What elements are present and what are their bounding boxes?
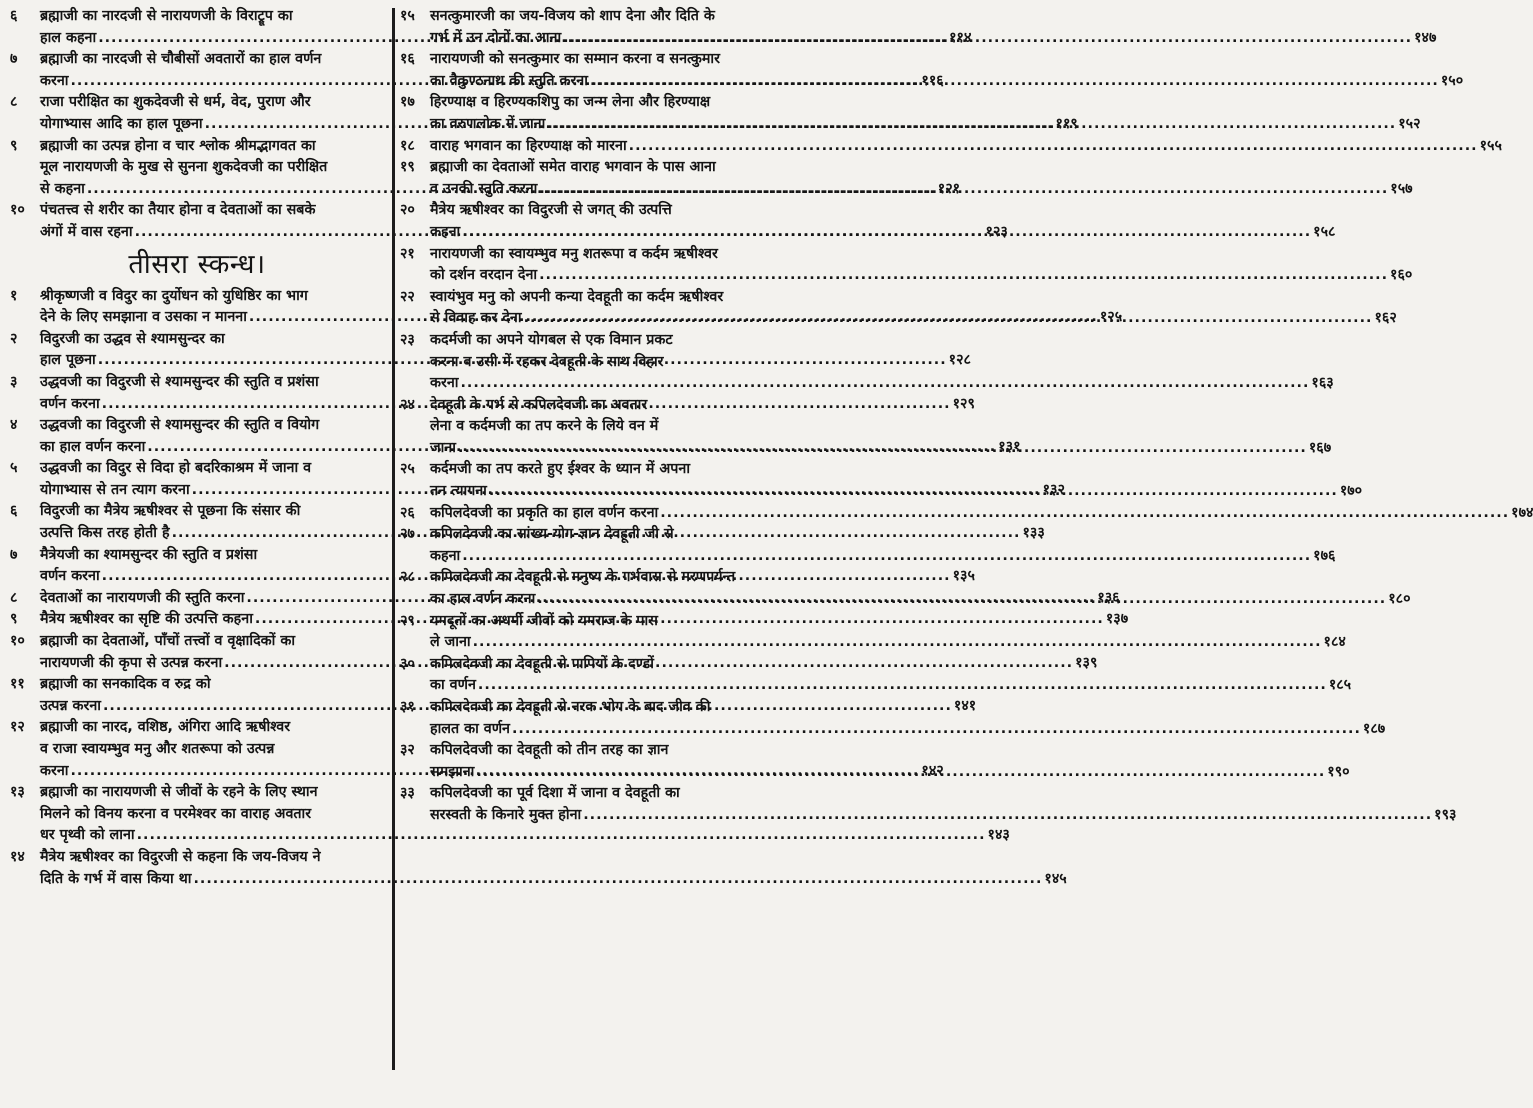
entry-number: ५ xyxy=(10,460,18,477)
page-number: १८० xyxy=(1388,591,1411,608)
entry-line: कपिलदेवजी का देवहूती से नरक भोग के बाद जीव की xyxy=(430,699,711,715)
entry-line: यमदूतों का अधर्मी जीवों को यमराज के पास xyxy=(430,612,658,629)
entry-leader-line xyxy=(430,265,1412,287)
entry-line: राजा परीक्षित का शुकदेवजी से धर्म, वेद, पुराण और xyxy=(40,94,311,111)
entry-number: १० xyxy=(10,633,25,650)
entry-number: ७ xyxy=(10,546,18,563)
entry-line: ब्रह्माजी का नारद, वशिष्ठ, अंगिरा आदि ऋषीश्वर xyxy=(40,719,291,736)
entry-number: ६ xyxy=(10,503,18,520)
entry-body xyxy=(424,92,1421,135)
entry-lines xyxy=(430,49,1463,71)
dot-leader xyxy=(547,114,1396,136)
page-number: १४५ xyxy=(1044,870,1067,887)
entry-line: कपिलदेवजी का देवहूती से मनुष्य के गर्भवास से मरणपर्यन्त xyxy=(430,569,736,586)
entry-number: ३३ xyxy=(400,785,415,802)
entry-last-line: वाराह भगवान का हिरण्याक्ष को मारना xyxy=(430,137,627,154)
entry-number: २७ xyxy=(400,526,415,543)
page-number: ११४ xyxy=(949,29,972,46)
entry-body xyxy=(424,49,1463,92)
entry-body xyxy=(424,244,1412,287)
entry-body xyxy=(424,503,1533,525)
dot-leader xyxy=(473,632,1322,654)
entry-line: ब्रह्माजी का उत्पन्न होना व चार श्लोक श्रीमद्भागवत का xyxy=(40,137,316,154)
entry-last-line: का हाल वर्णन करना xyxy=(430,591,536,608)
entry-line: ब्रह्माजी का नारदजी से नारायणजी के विराट्रूप का xyxy=(40,8,293,24)
entry-lines xyxy=(430,654,1351,676)
entry-line: विदुरजी का मैत्रेय ऋषीश्वर से पूछना कि संसार की xyxy=(40,503,301,520)
entry-number: १३ xyxy=(10,784,25,801)
page-number: १३१ xyxy=(998,438,1021,455)
page-number: १३२ xyxy=(1042,481,1065,498)
entry-last-line: देने के लिए समझाना व उसका न मानना xyxy=(40,309,247,326)
entry-line: उद्धवजी का विदुर से विदा हो बदरिकाश्रम में जाना व xyxy=(40,460,312,477)
entry-body xyxy=(424,654,1351,697)
entry-last-line: अंगों में वास रहना xyxy=(40,223,133,240)
entry-number: २० xyxy=(400,202,415,219)
entry-leader-line xyxy=(430,719,1385,741)
entry-last-line: हाल कहना xyxy=(40,29,97,46)
entry-line: ब्रह्माजी का देवताओं समेत वाराह भगवान के पास आना xyxy=(430,159,716,176)
page-number: १५८ xyxy=(1313,223,1336,240)
entry-number: ३१ xyxy=(400,699,415,715)
entry-last-line: देवताओं का नारायणजी की स्तुति करना xyxy=(40,589,245,606)
dot-leader xyxy=(478,675,1327,697)
dot-leader xyxy=(137,825,986,847)
page-number: १३६ xyxy=(1097,589,1120,606)
page-number: १२१ xyxy=(937,180,961,197)
page-number: १३९ xyxy=(1075,654,1098,671)
entry-number: ८ xyxy=(10,94,18,111)
entry-last-line: का वैकुण्ठनाथ की स्तुति करना xyxy=(430,72,588,89)
entry-leader-line xyxy=(40,869,1067,891)
page-number: १८५ xyxy=(1328,677,1352,694)
entry-lines xyxy=(430,330,1334,373)
entry-leader-line xyxy=(430,373,1334,395)
page-number: १८४ xyxy=(1323,634,1346,651)
entry-last-line: करना xyxy=(40,762,69,779)
entry-line: मैत्रेयजी का श्यामसुन्दर की स्तुति व प्रशंसा xyxy=(40,546,258,563)
page-number: १४३ xyxy=(987,827,1010,844)
entry-number: १० xyxy=(10,202,25,219)
entry-line: ब्रह्माजी का सनकादिक व रुद्र को xyxy=(40,676,211,693)
entry-leader-line xyxy=(430,179,1413,201)
entry-number: ८ xyxy=(10,589,18,606)
entry-body xyxy=(424,200,1335,243)
page-number: ११९ xyxy=(1055,115,1078,132)
dot-leader xyxy=(524,308,1373,330)
entry-line: कर्दमजी का तप करते हुए ईश्वर के ध्यान में अपना xyxy=(430,461,691,478)
entry-last-line: समझाना xyxy=(430,763,475,780)
entry-line: मैत्रेय ऋषीश्वर का विदुरजी से कहना कि जय-विजय ने xyxy=(40,848,321,865)
page-number: १६० xyxy=(1390,267,1413,284)
entry-line: देवहूती के गर्भ से कपिलदेवजी का अवतार xyxy=(430,396,648,413)
dot-leader xyxy=(512,719,1361,741)
entry-line: सनत्कुमारजी का जय-विजय को शाप देना और दिति के xyxy=(430,8,715,24)
entry-lines xyxy=(430,697,1385,719)
entry-line: कपिलदेवजी का देवहूती को तीन तरह का ज्ञान xyxy=(430,742,669,759)
dot-leader xyxy=(629,136,1478,158)
entry-last-line: व उनकी स्तुति करना xyxy=(430,180,538,197)
entry-lines xyxy=(430,157,1413,179)
dot-leader xyxy=(590,71,1439,93)
entry-body xyxy=(424,697,1385,740)
entry-number: १२ xyxy=(10,719,25,736)
entry-number: ३ xyxy=(10,373,18,390)
entry-last-line: कपिलदेवजी का प्रकृति का हाल वर्णन करना xyxy=(430,504,659,521)
entry-number: २२ xyxy=(400,288,415,305)
entry-line: उद्धवजी का विदुरजी से श्यामसुन्दर की स्तुति व वियोग xyxy=(40,417,320,434)
dot-leader xyxy=(476,762,1325,784)
page-number: १५७ xyxy=(1390,180,1413,197)
entry-lines xyxy=(430,524,1335,546)
entry-body xyxy=(424,459,1362,502)
toc-entry xyxy=(398,136,1502,158)
entry-last-line: को दर्शन वरदान देना xyxy=(430,267,538,284)
toc-entry xyxy=(398,503,1533,525)
dot-leader xyxy=(460,373,1309,395)
entry-last-line: कहना xyxy=(430,547,461,564)
entry-line: कदर्मजी का अपने योगबल से एक विमान प्रकट xyxy=(430,331,673,348)
entry-lines xyxy=(430,6,1436,28)
entry-line: व राजा स्वायम्भुव मनु और शतरूपा को उत्पन्न xyxy=(40,741,275,757)
entry-leader-line xyxy=(430,675,1351,697)
entry-number: १९ xyxy=(400,159,415,176)
entry-last-line: से कहना xyxy=(40,180,85,197)
entry-lines xyxy=(430,783,1456,805)
dot-leader xyxy=(462,222,1311,244)
entry-line: मिलने को विनय करना व परमेश्वर का वाराह अवतार xyxy=(40,805,312,822)
page-number: १६२ xyxy=(1374,310,1397,327)
entry-line: कपिलदेवजी का पूर्व दिशा में जाना व देवहूती का xyxy=(430,785,680,802)
entry-leader-line xyxy=(430,805,1456,827)
page-number: १४१ xyxy=(953,697,977,714)
dot-leader xyxy=(489,481,1338,503)
entry-number: १ xyxy=(10,287,18,304)
entry-line: मैत्रेय ऋषीश्वर का विदुरजी से जगत् की उत्पत्ति xyxy=(430,202,672,219)
entry-body xyxy=(424,740,1350,783)
entry-number: ९ xyxy=(10,611,18,628)
entry-body xyxy=(424,524,1335,567)
entry-line: लेना व कर्दमजी का तप करने के लिये वन में xyxy=(430,418,659,435)
page-number: १३५ xyxy=(952,568,975,585)
entry-leader-line xyxy=(430,308,1397,330)
entry-line: नारायणजी का स्वायम्भुव मनु शतरूपा व कर्दम ऋषीश्वर xyxy=(430,245,718,262)
entry-last-line: योगाभ्यास आदि का हाल पूछना xyxy=(40,115,203,132)
entry-last-line: नारायणजी की कृपा से उत्पन्न करना xyxy=(40,654,223,671)
entry-leader-line xyxy=(430,71,1463,93)
entry-number: २९ xyxy=(400,612,415,629)
entry-line: ब्रह्माजी का नारायणजी से जीवों के रहने के लिए स्थान xyxy=(40,784,318,801)
page-number: १९३ xyxy=(1434,806,1457,823)
entry-number: १७ xyxy=(400,94,415,111)
entry-number: १६ xyxy=(400,51,415,68)
entry-last-line: कहना xyxy=(430,223,461,240)
page-number: १९० xyxy=(1327,763,1350,780)
entry-body xyxy=(424,567,1411,610)
dot-leader xyxy=(193,869,1042,891)
entry-number: ३२ xyxy=(400,742,415,759)
entry-body xyxy=(424,136,1502,158)
entry-line: पंचतत्त्व से शरीर का तैयार होना व देवताओं का सबके xyxy=(40,202,316,219)
entry-line: ब्रह्माजी का देवताओं, पाँचों तत्त्वों व वृक्षादिकों का xyxy=(40,633,296,650)
dot-leader xyxy=(660,503,1509,525)
entry-last-line: करना xyxy=(40,72,69,89)
entry-lines xyxy=(430,287,1397,309)
dot-leader xyxy=(539,265,1388,287)
toc-entry xyxy=(398,244,1413,287)
entry-leader-line xyxy=(40,825,1010,847)
page-number: १२९ xyxy=(952,395,975,412)
page-number: १५२ xyxy=(1398,115,1421,132)
entry-body xyxy=(424,287,1397,330)
entry-leader-line xyxy=(430,762,1350,784)
entry-leader-line xyxy=(430,546,1335,568)
page-number: १४७ xyxy=(1414,29,1437,46)
page-number: १७६ xyxy=(1313,547,1336,564)
entry-number: ३० xyxy=(400,655,415,672)
entry-body xyxy=(424,6,1436,49)
entry-number: १४ xyxy=(10,848,25,865)
entry-last-line: जाना xyxy=(430,439,456,456)
entry-lines xyxy=(430,395,1331,438)
entry-line: स्वायंभुव मनु को अपनी कन्या देवहूती का कर्दम ऋषीश्वर xyxy=(430,288,724,305)
column-divider xyxy=(392,8,395,1070)
entry-last-line: तन त्यागना xyxy=(430,483,487,500)
entry-last-line: उत्पन्न करना xyxy=(40,697,101,714)
entry-last-line: उत्पत्ति किस तरह होती है xyxy=(40,525,170,542)
entry-last-line: हाल पूछना xyxy=(40,352,96,369)
page-number: १७० xyxy=(1339,483,1363,500)
page-number: १३७ xyxy=(1105,611,1129,628)
entry-leader-line xyxy=(430,114,1421,136)
entry-line: मूल नारायणजी के मुख से सुनना शुकदेवजी का परीक्षित xyxy=(40,159,328,176)
entry-line: नारायणजी को सनत्कुमार का सम्मान करना व सनत्कुमार xyxy=(430,51,720,68)
entry-leader-line xyxy=(430,222,1335,244)
entry-body xyxy=(424,611,1346,654)
entry-last-line: का वर्णन xyxy=(430,677,476,694)
entry-lines xyxy=(430,611,1346,633)
entry-number: १८ xyxy=(400,137,415,154)
entry-number: २ xyxy=(10,330,18,347)
dot-leader xyxy=(563,28,1412,50)
entry-number: २३ xyxy=(400,331,415,348)
entry-line: हिरण्याक्ष व हिरण्यकशिपु का जन्म लेना और हिरण्याक्ष xyxy=(430,94,711,111)
page-number: १२८ xyxy=(948,352,971,369)
entry-last-line: से विवाह कर देना xyxy=(430,310,522,327)
entry-leader-line xyxy=(430,589,1411,611)
entry-last-line: सरस्वती के किनारे मुक्त होना xyxy=(430,806,582,823)
entry-body xyxy=(424,783,1456,826)
entry-line: करना व उसी में रहकर देवहूती के साथ विहार xyxy=(430,353,664,370)
page-number: १७४ xyxy=(1511,504,1533,521)
entry-line: कपिलदेवजी का देवहूती से पापियों के दण्डों xyxy=(430,655,654,672)
entry-lines xyxy=(430,244,1412,266)
entry-lines xyxy=(430,567,1411,589)
entry-last-line: योगाभ्यास से तन त्याग करना xyxy=(40,481,190,498)
entry-lines xyxy=(430,459,1362,481)
entry-number: ९ xyxy=(10,137,18,154)
page-number: १५५ xyxy=(1479,137,1502,154)
toc-entry xyxy=(8,847,1067,890)
entry-line: श्रीकृष्णजी व विदुर का दुर्योधन को युधिष्ठिर का भाग xyxy=(40,287,308,304)
entry-last-line: मैत्रेय ऋषीश्वर का सृष्टि की उत्पत्ति कहना xyxy=(40,611,253,628)
entry-last-line: ले जाना xyxy=(430,634,471,651)
dot-leader xyxy=(462,546,1311,568)
entry-leader-line xyxy=(430,438,1331,460)
entry-number: ६ xyxy=(10,8,18,24)
page-number: १२३ xyxy=(985,223,1008,240)
entry-last-line: का हाल वर्णन करना xyxy=(40,438,146,455)
entry-last-line: करना xyxy=(430,375,459,392)
page-number: १६३ xyxy=(1311,375,1334,392)
entry-line: विदुरजी का उद्धव से श्यामसुन्दर का xyxy=(40,330,225,347)
page-number: १२५ xyxy=(1099,309,1123,326)
entry-number: ११ xyxy=(10,676,25,693)
page-number: १३३ xyxy=(1022,525,1045,542)
entry-line: कपिलदेवजी का सांख्य-योग-ज्ञान देवहूती जी से xyxy=(430,526,674,543)
entry-number: १५ xyxy=(400,8,415,24)
entry-lines xyxy=(430,200,1335,222)
dot-leader xyxy=(458,438,1307,460)
section-heading: तीसरा स्कन्ध। xyxy=(128,248,266,280)
entry-last-line: वर्णन करना xyxy=(40,568,100,585)
dot-leader xyxy=(539,179,1388,201)
entry-body xyxy=(424,157,1413,200)
entry-lines xyxy=(430,740,1350,762)
entry-leader-line xyxy=(430,503,1533,525)
page-number: १८७ xyxy=(1362,720,1386,737)
page-number: १४२ xyxy=(921,762,944,779)
entry-last-line: का वरुणलोक में जाना xyxy=(430,115,546,132)
entry-leader-line xyxy=(430,136,1502,158)
entry-leader-line xyxy=(430,632,1346,654)
entry-leader-line xyxy=(430,28,1436,50)
entry-last-line: धर पृथ्वी को लाना xyxy=(40,827,135,844)
entry-body xyxy=(34,847,1067,890)
entry-last-line: वर्णन करना xyxy=(40,395,100,412)
entry-last-line: गर्भ में उन दोनों का आना xyxy=(430,29,562,46)
entry-line: उद्धवजी का विदुरजी से श्यामसुन्दर की स्तुति व प्रशंसा xyxy=(40,373,319,390)
dot-leader xyxy=(537,589,1386,611)
entry-number: ७ xyxy=(10,51,18,68)
entry-leader-line xyxy=(430,481,1362,503)
page-number: १५० xyxy=(1440,72,1464,89)
dot-leader xyxy=(583,805,1432,827)
entry-last-line: दिति के गर्भ में वास किया था xyxy=(40,870,192,887)
entry-number: २५ xyxy=(400,461,415,478)
entry-number: २८ xyxy=(400,569,415,586)
entry-number: २६ xyxy=(400,504,415,521)
toc-entry xyxy=(398,783,1457,826)
entry-number: ४ xyxy=(10,417,18,434)
entry-number: २१ xyxy=(400,245,415,262)
page-number: ११६ xyxy=(921,72,944,89)
entry-number: २४ xyxy=(400,396,415,413)
entry-last-line: हालत का वर्णन xyxy=(430,720,510,737)
entry-lines xyxy=(430,92,1421,114)
entry-body xyxy=(424,330,1334,395)
entry-lines xyxy=(40,847,1067,869)
entry-body xyxy=(424,395,1331,460)
page-number: १६७ xyxy=(1308,439,1332,456)
entry-line: ब्रह्माजी का नारदजी से चौबीसों अवतारों का हाल वर्णन xyxy=(40,51,322,68)
